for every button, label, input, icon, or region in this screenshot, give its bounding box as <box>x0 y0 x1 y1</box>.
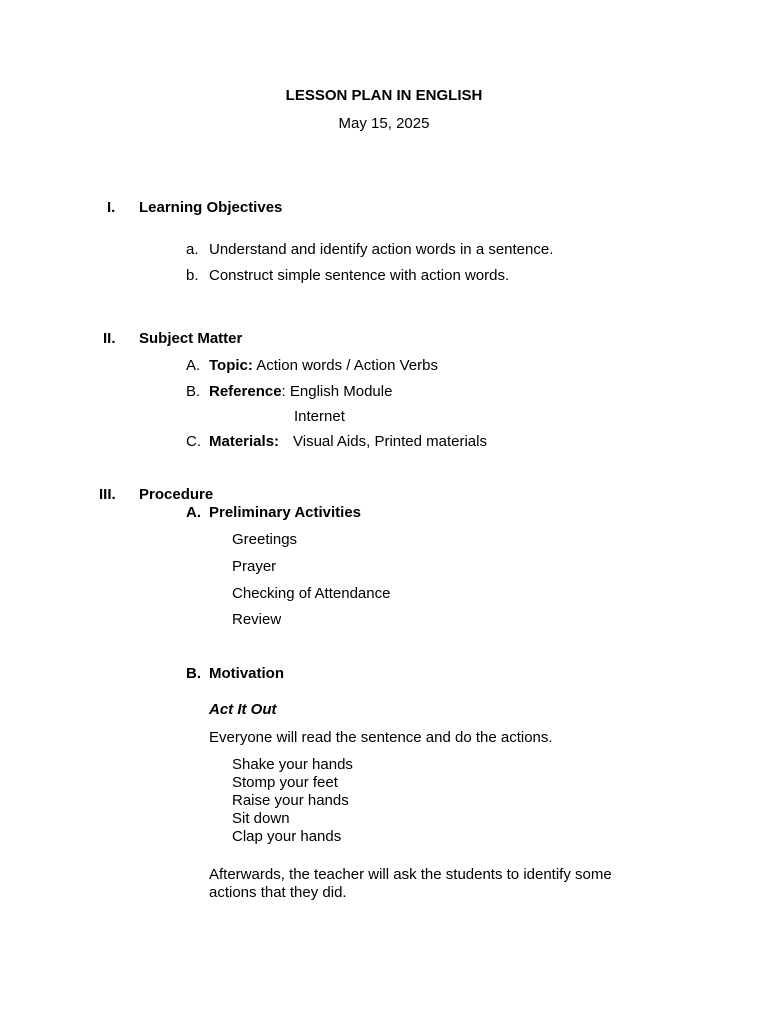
section-numeral: III. <box>99 486 116 503</box>
preliminary-item: Greetings <box>232 531 298 548</box>
list-marker: b. <box>186 267 199 284</box>
document-date: May 15, 2025 <box>338 115 430 132</box>
list-marker: B. <box>186 665 201 682</box>
reference-colon: : <box>281 383 286 400</box>
reference-value: English Module <box>285 383 393 400</box>
section-heading: Learning Objectives <box>139 199 283 216</box>
list-marker: a. <box>186 241 199 258</box>
action-item: Raise your hands <box>232 792 349 809</box>
closing-text-line: Afterwards, the teacher will ask the students to identify some <box>209 866 612 883</box>
materials-label: Materials <box>209 433 275 450</box>
action-item: Shake your hands <box>232 756 353 773</box>
section-numeral: I. <box>107 199 116 216</box>
list-marker: A. <box>186 504 201 521</box>
materials-line <box>209 433 279 451</box>
list-marker: B. <box>186 383 201 400</box>
reference-value-2: Internet <box>294 408 345 425</box>
list-marker: C. <box>186 433 201 450</box>
subsection-heading: Motivation <box>209 665 284 682</box>
section-heading: Procedure <box>139 486 214 503</box>
preliminary-item: Prayer <box>232 558 277 575</box>
reference-line <box>209 383 392 401</box>
preliminary-item: Checking of Attendance <box>232 585 391 602</box>
topic-line <box>209 357 438 375</box>
activity-title: Act It Out <box>209 701 277 718</box>
activity-instruction: Everyone will read the sentence and do the actions. <box>209 729 553 746</box>
action-item: Sit down <box>232 810 290 827</box>
section-numeral: II. <box>103 330 116 347</box>
materials-value: Visual Aids, Printed materials <box>293 433 487 450</box>
action-item: Stomp your feet <box>232 774 338 791</box>
reference-label: Reference <box>209 383 282 400</box>
subsection-heading: Preliminary Activities <box>209 504 362 521</box>
preliminary-item: Review <box>232 611 282 628</box>
closing-text-line: actions that they did. <box>209 884 347 901</box>
section-heading: Subject Matter <box>139 330 243 347</box>
action-item: Clap your hands <box>232 828 342 845</box>
objective-item: Construct simple sentence with action words. <box>209 267 510 284</box>
objective-item: Understand and identify action words in a sentence. <box>209 241 554 258</box>
document-title: LESSON PLAN IN ENGLISH <box>285 87 483 104</box>
topic-colon: : <box>247 357 253 374</box>
materials-colon: : <box>274 433 280 450</box>
topic-label: Topic <box>209 357 248 374</box>
list-marker: A. <box>186 357 201 374</box>
topic-value: Action words / Action Verbs <box>252 357 438 374</box>
